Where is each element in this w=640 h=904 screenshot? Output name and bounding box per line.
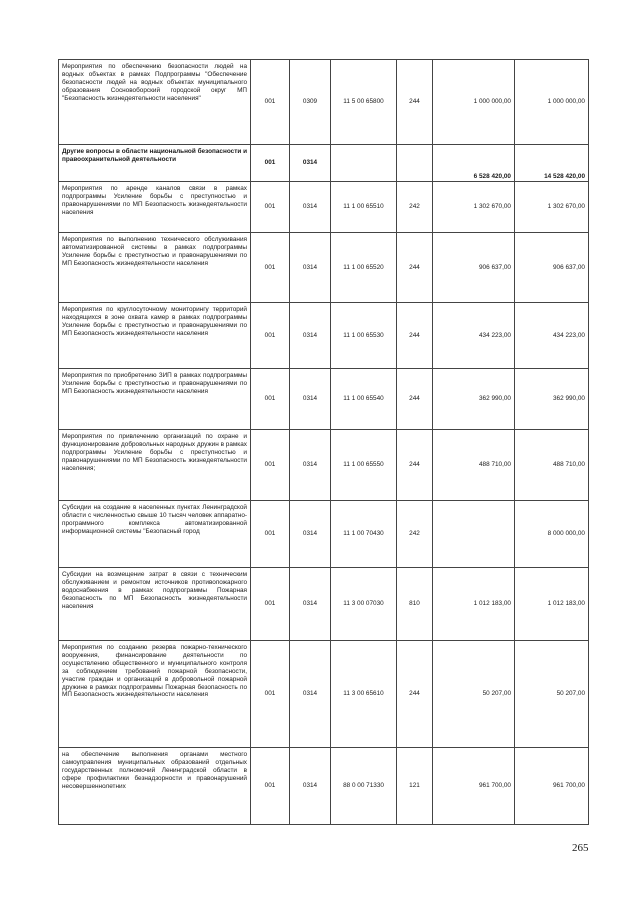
sum1-cell: 488 710,00 bbox=[433, 430, 515, 501]
table-row bbox=[59, 641, 589, 748]
vr-cell: 244 bbox=[397, 60, 433, 145]
csr-cell: 11 1 00 65540 bbox=[331, 369, 397, 430]
sum1-cell: 362 990,00 bbox=[433, 369, 515, 430]
rzpr-cell: 0314 bbox=[290, 182, 331, 233]
sum1-cell: 906 637,00 bbox=[433, 233, 515, 303]
sum2-cell: 362 990,00 bbox=[515, 369, 589, 430]
table-row bbox=[59, 501, 589, 568]
sum1-cell: 961 700,00 bbox=[433, 748, 515, 825]
vr-cell: 242 bbox=[397, 182, 433, 233]
vr-cell bbox=[397, 145, 433, 182]
sum1-cell: 1 000 000,00 bbox=[433, 60, 515, 145]
table-row bbox=[59, 182, 589, 233]
vr-cell: 810 bbox=[397, 568, 433, 641]
vr-cell: 244 bbox=[397, 233, 433, 303]
sum1-cell: 6 528 420,00 bbox=[433, 145, 515, 182]
ved-cell: 001 bbox=[251, 60, 290, 145]
vr-cell: 242 bbox=[397, 501, 433, 568]
rzpr-cell: 0314 bbox=[290, 641, 331, 748]
budget-table-body bbox=[59, 60, 589, 825]
sum2-cell: 8 000 000,00 bbox=[515, 501, 589, 568]
ved-cell: 001 bbox=[251, 182, 290, 233]
csr-cell: 11 1 00 65550 bbox=[331, 430, 397, 501]
budget-table bbox=[58, 59, 589, 825]
sum2-cell: 906 637,00 bbox=[515, 233, 589, 303]
sum2-cell: 434 223,00 bbox=[515, 303, 589, 369]
row-description: Мероприятия по круглосуточному мониторингу территорий находящихся в зоне охвата камер в рамках подпрограммы Усиление борьбы с преступностью и правонарушениями по МП Безопасность жизнедеятельности населения bbox=[59, 303, 251, 369]
table-row bbox=[59, 748, 589, 825]
csr-cell: 11 1 00 65530 bbox=[331, 303, 397, 369]
ved-cell: 001 bbox=[251, 145, 290, 182]
row-description: Мероприятия по выполнению технического обслуживания автоматизированной системы в рамках подпрограммы Усиление борьбы с преступностью и правонарушениями по МП Безопасность жизнедеятельности населения bbox=[59, 233, 251, 303]
csr-cell: 88 0 00 71330 bbox=[331, 748, 397, 825]
csr-cell: 11 3 00 07030 bbox=[331, 568, 397, 641]
csr-cell: 11 5 00 65800 bbox=[331, 60, 397, 145]
csr-cell: 11 1 00 65520 bbox=[331, 233, 397, 303]
ved-cell: 001 bbox=[251, 568, 290, 641]
sum2-cell: 1 000 000,00 bbox=[515, 60, 589, 145]
ved-cell: 001 bbox=[251, 369, 290, 430]
row-description: Мероприятия по созданию резерва пожарно-технического вооружения, финансирование деятельности по осуществлению общественного и муниципального контроля за соблюдением требований пожарной безопасности, участие граждан и организаций в добровольной пожарной дружине в рамках подпрограммы Пожарная безопасность по МП Безопасность жизнедеятельности населения bbox=[59, 641, 251, 748]
vr-cell: 244 bbox=[397, 430, 433, 501]
ved-cell: 001 bbox=[251, 641, 290, 748]
sum2-cell: 50 207,00 bbox=[515, 641, 589, 748]
table-section-row bbox=[59, 145, 589, 182]
vr-cell: 244 bbox=[397, 641, 433, 748]
rzpr-cell: 0314 bbox=[290, 303, 331, 369]
csr-cell: 11 1 00 65510 bbox=[331, 182, 397, 233]
sum1-cell bbox=[433, 501, 515, 568]
sum2-cell: 488 710,00 bbox=[515, 430, 589, 501]
sum2-cell: 1 302 670,00 bbox=[515, 182, 589, 233]
vr-cell: 244 bbox=[397, 369, 433, 430]
vr-cell: 244 bbox=[397, 303, 433, 369]
rzpr-cell: 0314 bbox=[290, 233, 331, 303]
row-description: Субсидии на создание в населенных пунктах Ленинградской области с численностью свыше 10 тысяч человек аппаратно-программного комплекса автоматизированной информационной системы "Безопасный город bbox=[59, 501, 251, 568]
table-row bbox=[59, 369, 589, 430]
table-row bbox=[59, 60, 589, 145]
row-description: Другие вопросы в области национальной безопасности и правоохранительной деятельности bbox=[59, 145, 251, 182]
rzpr-cell: 0314 bbox=[290, 145, 331, 182]
row-description: на обеспечение выполнения органами местного самоуправления муниципальных образований отдельных государственных полномочий Ленинградской области в сфере профилактики безнадзорности и правонарушений несовершеннолетних bbox=[59, 748, 251, 825]
rzpr-cell: 0314 bbox=[290, 748, 331, 825]
csr-cell bbox=[331, 145, 397, 182]
row-description: Мероприятия по аренде каналов связи в рамках подпрограммы Усиление борьбы с преступностью и правонарушениями по МП Безопасность жизнедеятельности населения bbox=[59, 182, 251, 233]
ved-cell: 001 bbox=[251, 748, 290, 825]
table-row bbox=[59, 233, 589, 303]
ved-cell: 001 bbox=[251, 233, 290, 303]
rzpr-cell: 0314 bbox=[290, 501, 331, 568]
csr-cell: 11 3 00 65610 bbox=[331, 641, 397, 748]
ved-cell: 001 bbox=[251, 430, 290, 501]
csr-cell: 11 1 00 70430 bbox=[331, 501, 397, 568]
sum1-cell: 50 207,00 bbox=[433, 641, 515, 748]
rzpr-cell: 0309 bbox=[290, 60, 331, 145]
ved-cell: 001 bbox=[251, 303, 290, 369]
row-description: Мероприятия по привлечению организаций по охране и функционирование добровольных народных дружин в рамках подпрограммы Усиление борьбы с преступностью и правонарушениями по МП Безопасность жизнедеятельности населения; bbox=[59, 430, 251, 501]
table-row bbox=[59, 303, 589, 369]
row-description: Мероприятия по обеспечению безопасности людей на водных объектах в рамках Подпрограммы "Обеспечение безопасности людей на водных объектах муниципального образования Сосновоборский городской округ МП "Безопасность жизнедеятельности населения" bbox=[59, 60, 251, 145]
sum1-cell: 434 223,00 bbox=[433, 303, 515, 369]
row-description: Мероприятия по приобретению ЗИП в рамках подпрограммы Усиление борьбы с преступностью и правонарушениями по МП Безопасность жизнедеятельности населения bbox=[59, 369, 251, 430]
table-row bbox=[59, 430, 589, 501]
rzpr-cell: 0314 bbox=[290, 369, 331, 430]
sum1-cell: 1 012 183,00 bbox=[433, 568, 515, 641]
rzpr-cell: 0314 bbox=[290, 568, 331, 641]
sum1-cell: 1 302 670,00 bbox=[433, 182, 515, 233]
sum2-cell: 1 012 183,00 bbox=[515, 568, 589, 641]
vr-cell: 121 bbox=[397, 748, 433, 825]
ved-cell: 001 bbox=[251, 501, 290, 568]
sum2-cell: 961 700,00 bbox=[515, 748, 589, 825]
table-row bbox=[59, 568, 589, 641]
sum2-cell: 14 528 420,00 bbox=[515, 145, 589, 182]
page-number: 265 bbox=[572, 842, 589, 854]
row-description: Субсидии на возмещение затрат в связи с техническим обслуживанием и ремонтом источников противопожарного водоснабжения в рамках подпрограммы Пожарная безопасность по МП Безопасность жизнедеятельности населения bbox=[59, 568, 251, 641]
rzpr-cell: 0314 bbox=[290, 430, 331, 501]
